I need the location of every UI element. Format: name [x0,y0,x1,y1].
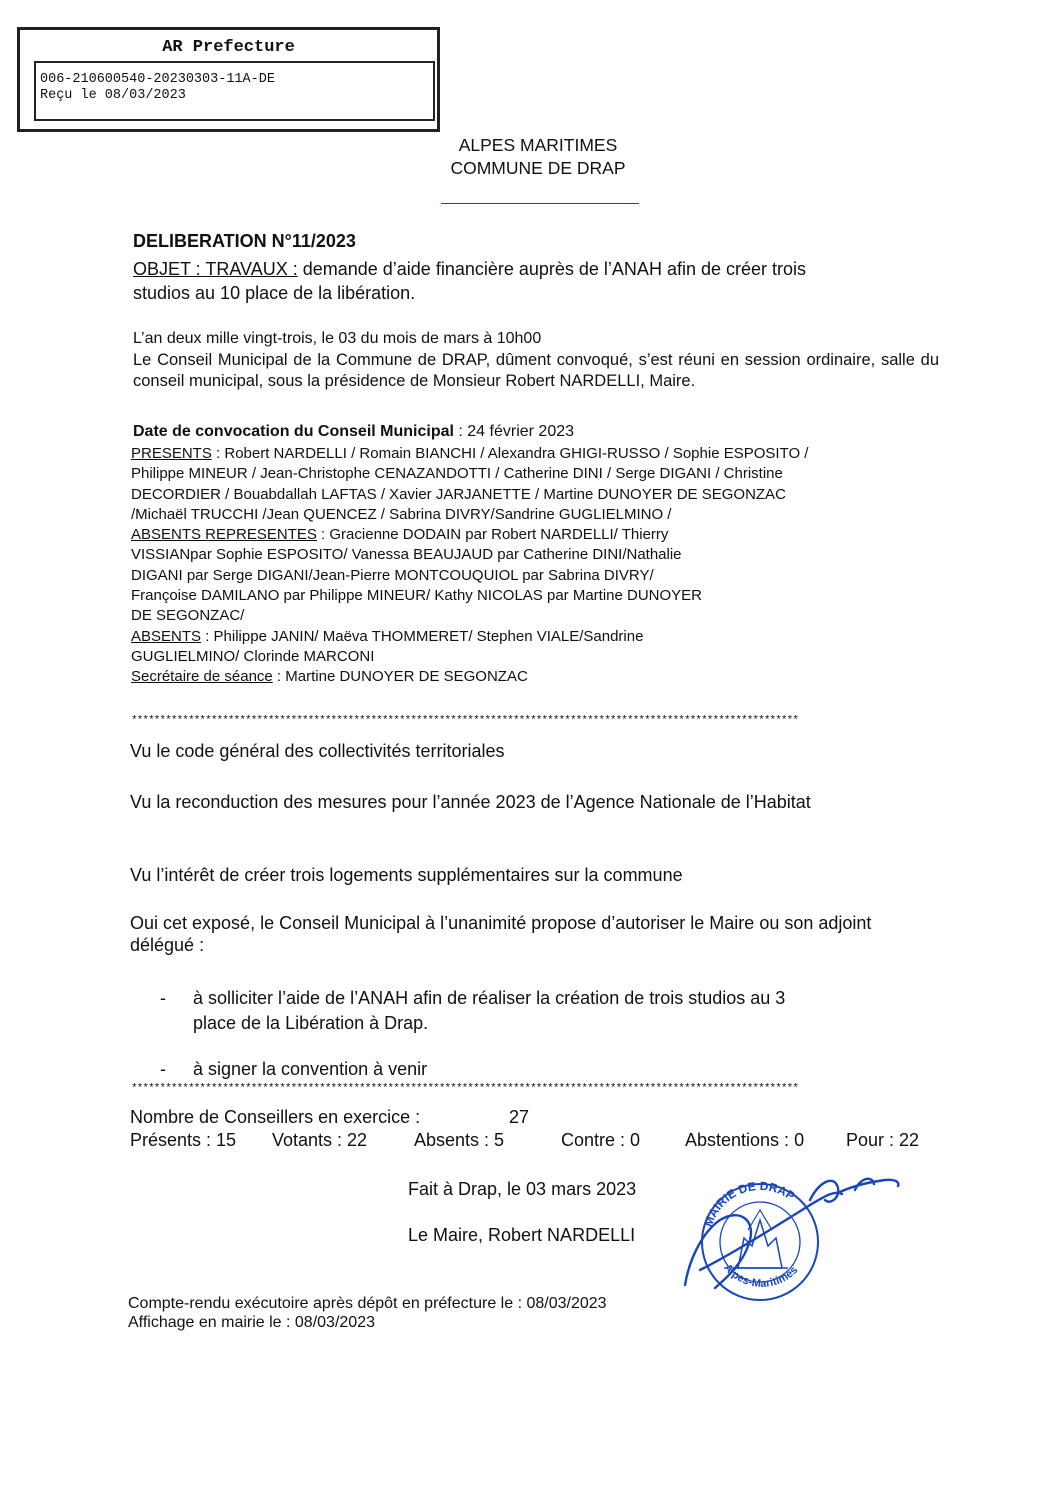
attendance-block [131,444,941,688]
mayor-seal-and-signature [660,1160,920,1310]
session-convened: Le Conseil Municipal de la Commune de DRAP, dûment convoqué, s’est réuni en session ordinaire, salle du conseil municipal, sous la présidence de Monsieur Robert NARDELLI, Maire. [133,351,939,390]
absents-rep-line-2: VISSIANpar Sophie ESPOSITO/ Vanessa BEAUJAUD par Catherine DINI/Nathalie [131,546,682,564]
absents-rep-line-1: ABSENTS REPRESENTES : Gracienne DODAIN par Robert NARDELLI/ Thierry [131,526,669,544]
separator-bottom: ********************************************************************************************************************* [131,1083,799,1095]
absents-rep-line-4: Françoise DAMILANO par Philippe MINEUR/ Kathy NICOLAS par Martine DUNOYER [131,587,703,605]
vu-interet: Vu l’intérêt de créer trois logements supplémentaires sur la commune [130,865,683,885]
presents-label: PRESENTS [131,445,212,462]
vote-pour: Pour : 22 [846,1130,920,1150]
header-rule [441,203,639,204]
ar-received-date: Reçu le 08/03/2023 [40,88,186,103]
presents-line-1: PRESENTS : Robert NARDELLI / Romain BIANCHI / Alexandra GHIGI-RUSSO / Sophie ESPOSITO / [131,445,809,462]
ar-stamp-title: AR Prefecture [162,38,295,57]
presents-line-3: DECORDIER / Bouabdallah LAFTAS / Xavier JARJANETTE / Martine DUNOYER DE SEGONZAC [131,485,786,503]
conseillers-label: Nombre de Conseillers en exercice : [130,1107,421,1127]
list-item-solliciter: à solliciter l’aide de l’ANAH afin de réaliser la création de trois studios au 3 [193,988,786,1008]
secretary-value: : Martine DUNOYER DE SEGONZAC [272,668,528,686]
objet-label: OBJET : TRAVAUX : [133,259,298,279]
session-date: L’an deux mille vingt-trois, le 03 du mois de mars à 10h00 [133,330,542,347]
header-department: ALPES MARITIMES [458,135,618,155]
conseillers-count: 27 [509,1107,530,1127]
fait-a-drap: Fait à Drap, le 03 mars 2023 [408,1179,637,1199]
list-item-signer: à signer la convention à venir [193,1059,428,1079]
le-maire: Le Maire, Robert NARDELLI [408,1225,636,1245]
convocation-label: Date de convocation du Conseil Municipal [133,423,454,440]
oui-expose: Oui cet exposé, le Conseil Municipal à l’unanimité propose d’autoriser le Maire ou son adjoint délégué : [130,913,872,955]
absents-represented-label: ABSENTS REPRESENTES [131,526,317,544]
vote-results [0,1129,1058,1153]
vote-absents: Absents : 5 [414,1130,505,1150]
absents-rep-line-5: DE SEGONZAC/ [131,607,245,625]
vote-presents: Présents : 15 [130,1130,237,1150]
deliberation-title: DELIBERATION N°11/2023 [133,231,356,251]
absents-line-2: GUGLIELMINO/ Clorinde MARCONI [131,647,375,665]
list-bullet-1: - [160,988,166,1008]
absents-line-1: ABSENTS : Philippe JANIN/ Maëva THOMMERET/ Stephen VIALE/Sandrine [131,627,644,645]
header-commune: COMMUNE DE DRAP [450,158,626,178]
affichage-mairie: Affichage en mairie le : 08/03/2023 [128,1314,375,1331]
list-item-solliciter-cont: place de la Libération à Drap. [193,1013,429,1033]
seal-text-bottom: Alpes-Maritimes [721,1261,801,1290]
seal-text-top: MAIRIE DE DRAP [700,1178,798,1229]
secretary-line [131,667,941,687]
vote-votants: Votants : 22 [272,1130,368,1150]
presents-line-2: Philippe MINEUR / Jean-Christophe CENAZANDOTTI / Catherine DINI / Serge DIGANI / Christine [131,465,783,483]
compte-rendu-executoire: Compte-rendu exécutoire après dépôt en préfecture le : 08/03/2023 [128,1295,607,1312]
vote-contre: Contre : 0 [561,1130,641,1150]
vu-reconduction: Vu la reconduction des mesures pour l’année 2023 de l’Agence Nationale de l’Habitat [130,792,811,812]
objet-text-line1: demande d’aide financière auprès de l’ANAH afin de créer trois [297,259,806,279]
vote-abstentions: Abstentions : 0 [685,1130,805,1150]
list-bullet-2: - [160,1059,166,1079]
presents-line-4: /Michaël TRUCCHI /Jean QUENCEZ / Sabrina DIVRY/Sandrine GUGLIELMINO / [131,505,672,523]
ar-prefecture-stamp [17,27,440,132]
deliberation-objet [133,258,943,280]
ar-stamp-details [34,61,435,121]
objet-text-line2: studios au 10 place de la libération. [133,283,416,303]
ar-reference: 006-210600540-20230303-11A-DE [40,72,275,87]
absents-rep-line-3: DIGANI par Serge DIGANI/Jean-Pierre MONTCOUQUIOL par Sabrina DIVRY/ [131,566,654,584]
secretary-label: Secrétaire de séance [131,668,273,686]
convocation-value: : 24 février 2023 [453,423,575,440]
convocation-date [133,421,574,442]
vu-code-general: Vu le code général des collectivités territoriales [130,741,505,761]
separator-top: ********************************************************************************************************************* [131,715,799,727]
absents-label: ABSENTS [131,627,202,645]
